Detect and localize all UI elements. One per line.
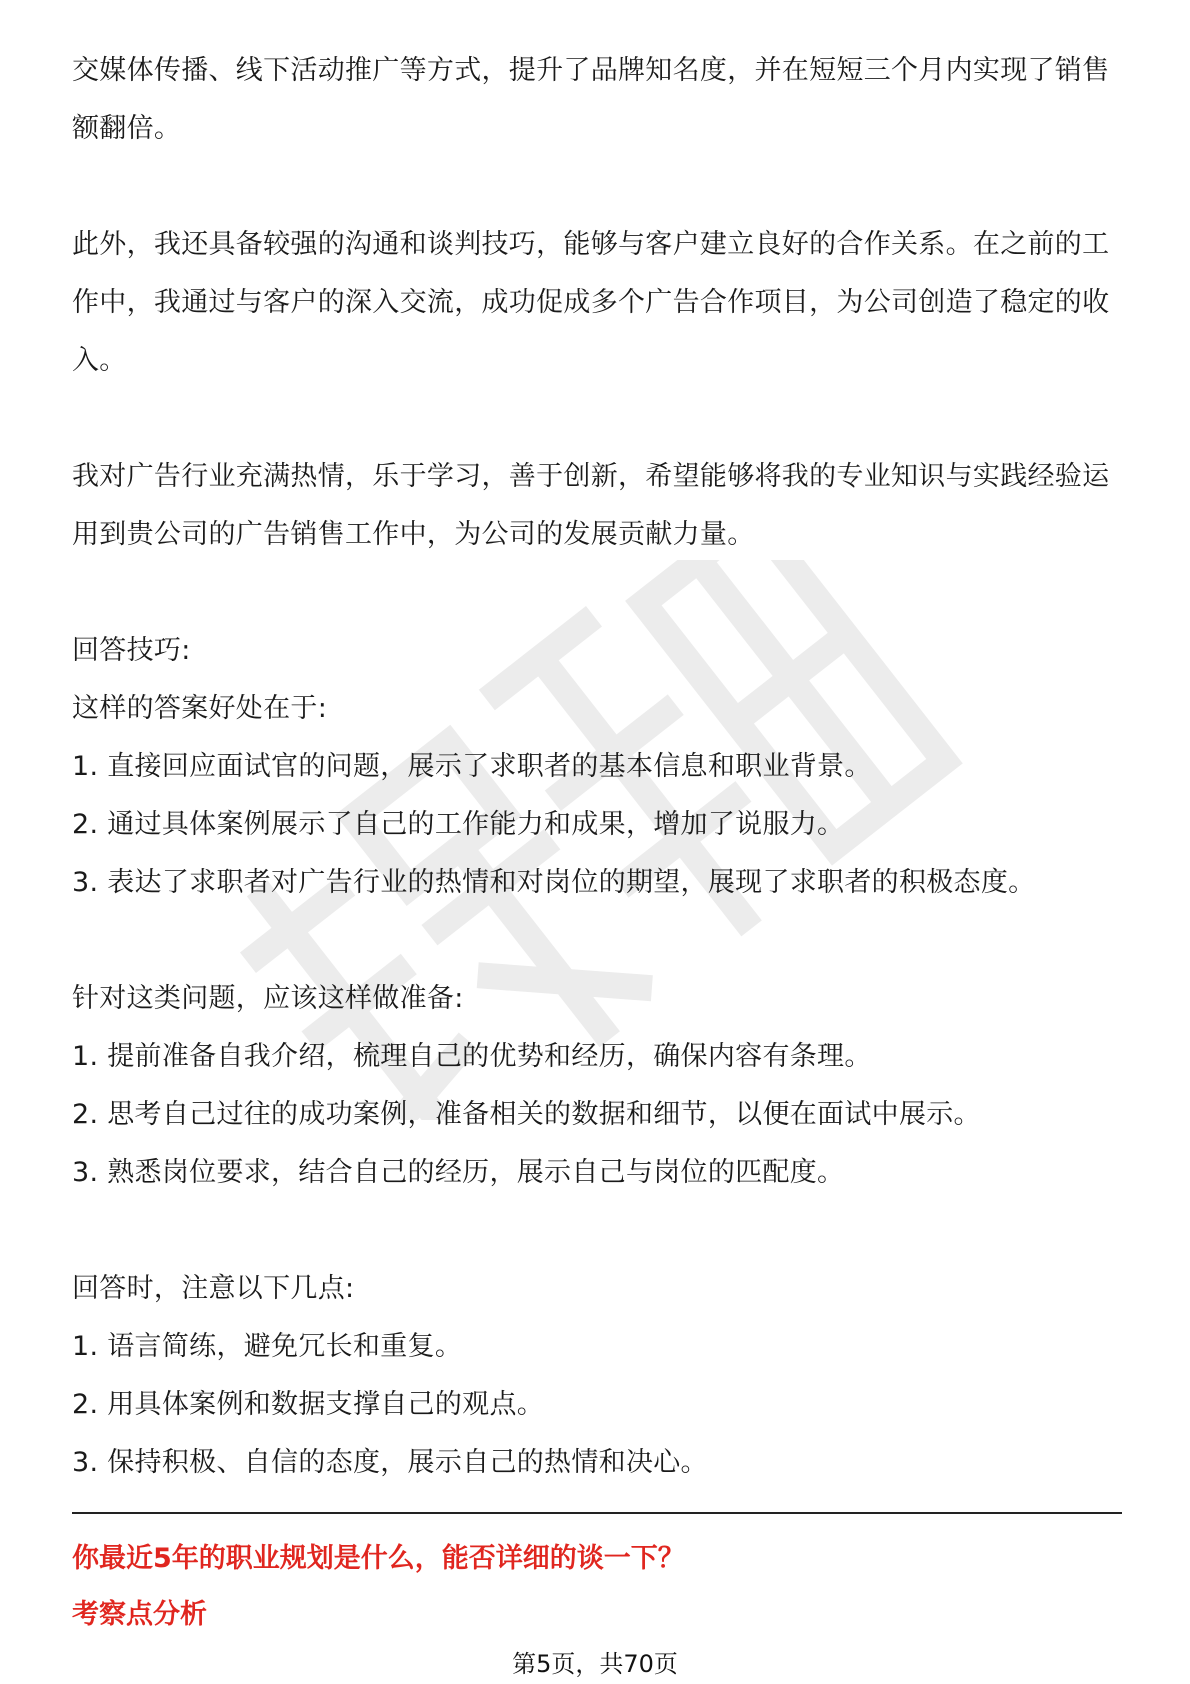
paragraph-passion: 我对广告行业充满热情，乐于学习，善于创新，希望能够将我的专业知识与实践经验运用到贵公司的广告销售工作中，为公司的发展贡献力量。 xyxy=(72,461,1110,550)
paragraph-results: 交媒体传播、线下活动推广等方式，提升了品牌知名度，并在短短三个月内实现了销售额翻倍。 xyxy=(72,55,1110,144)
paragraph-communication: 此外，我还具备较强的沟通和谈判技巧，能够与客户建立良好的合作关系。在之前的工作中，我通过与客户的深入交流，成功促成多个广告合作项目，为公司创造了稳定的收入。 xyxy=(72,229,1110,376)
page-number-footer: 第5页，共70页 xyxy=(512,1650,678,1678)
tips-intro: 这样的答案好处在于: xyxy=(72,693,328,724)
notes-item: 3. 保持积极、自信的态度，展示自己的热情和决心。 xyxy=(72,1447,708,1478)
prep-item: 1. 提前准备自我介绍，梳理自己的优势和经历，确保内容有条理。 xyxy=(72,1041,872,1072)
notes-heading: 回答时，注意以下几点: xyxy=(72,1273,355,1304)
main-content xyxy=(72,42,1122,1492)
notes-item: 2. 用具体案例和数据支撑自己的观点。 xyxy=(72,1389,545,1420)
tips-item: 3. 表达了求职者对广告行业的热情和对岗位的期望，展现了求职者的积极态度。 xyxy=(72,867,1036,898)
tips-heading: 回答技巧: xyxy=(72,635,191,666)
section-divider xyxy=(72,1512,1122,1514)
next-question-title: 你最近5年的职业规划是什么，能否详细的谈一下？ xyxy=(72,1543,685,1574)
prep-heading: 针对这类问题，应该这样做准备: xyxy=(72,983,464,1014)
prep-item: 3. 熟悉岗位要求，结合自己的经历，展示自己与岗位的匹配度。 xyxy=(72,1157,845,1188)
tips-item: 2. 通过具体案例展示了自己的工作能力和成果，增加了说服力。 xyxy=(72,809,845,840)
notes-item: 1. 语言简练，避免冗长和重复。 xyxy=(72,1331,463,1362)
analysis-section-title: 考察点分析 xyxy=(72,1599,207,1630)
prep-item: 2. 思考自己过往的成功案例，准备相关的数据和细节，以便在面试中展示。 xyxy=(72,1099,981,1130)
tips-item: 1. 直接回应面试官的问题，展示了求职者的基本信息和职业背景。 xyxy=(72,751,872,782)
